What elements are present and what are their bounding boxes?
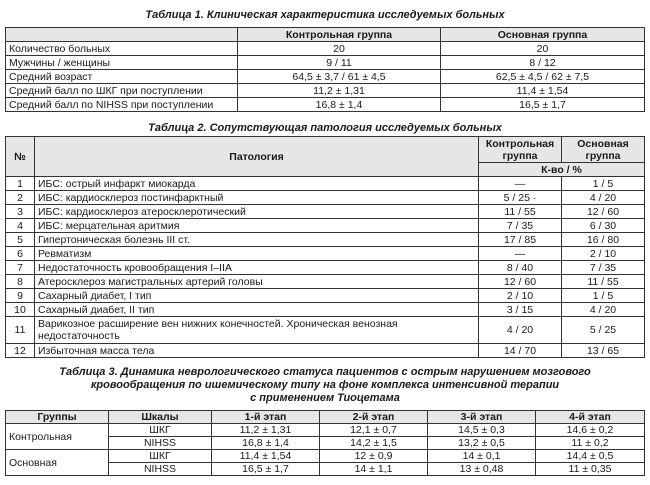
table3-header-stage-2: 2-й этап: [320, 411, 428, 424]
table2-cell-number: 9: [6, 289, 35, 303]
table2-cell-control: 8 / 40: [479, 261, 562, 275]
table2-cell-control: 4 / 20: [479, 317, 562, 344]
table-row: [6, 42, 645, 56]
table-row: [6, 205, 645, 219]
table3-cell-scale: ШКГ: [109, 424, 212, 437]
table2-cell-number: 5: [6, 233, 35, 247]
table2-cell-number: 12: [6, 344, 35, 358]
table3-group-name: Контрольная: [6, 424, 109, 450]
table1-cell-control: 9 / 11: [238, 56, 441, 70]
table-row: [6, 177, 645, 191]
table2-cell-control: 5 / 25 ·: [479, 191, 562, 205]
table2-caption: Таблица 2. Сопутствующая патология исследуемых больных: [148, 122, 502, 134]
table-row: [6, 261, 645, 275]
table2-cell-control: 17 / 85: [479, 233, 562, 247]
table3-header-stage-3: 3-й этап: [428, 411, 536, 424]
table3-cell-stage-4: 11 ± 0,35: [536, 463, 645, 476]
table2-cell-control: —: [479, 177, 562, 191]
table-row: [6, 289, 645, 303]
table1-row-label: Количество больных: [6, 42, 238, 56]
table1-row-label: Средний возраст: [6, 70, 238, 84]
table3-cell-stage-3: 13 ± 0,48: [428, 463, 536, 476]
table2-cell-main: 6 / 30: [562, 219, 645, 233]
table2-header-pathology: Патология: [35, 137, 479, 177]
table-row: [6, 344, 645, 358]
table3-cell-scale: ШКГ: [109, 450, 212, 463]
table2-cell-main: 1 / 5: [562, 177, 645, 191]
table2-cell-pathology: Сахарный диабет, II тип: [35, 303, 479, 317]
table-row: [6, 424, 645, 437]
table3-cell-stage-3: 14 ± 0,1: [428, 450, 536, 463]
table1-row-label: Средний балл по ШКГ при поступлении: [6, 84, 238, 98]
table2-cell-control: 14 / 70: [479, 344, 562, 358]
table3-cell-stage-2: 12 ± 0,9: [320, 450, 428, 463]
table-row: [6, 219, 645, 233]
table2-cell-pathology: Атеросклероз магистральных артерий головы: [35, 275, 479, 289]
table2-cell-control: 3 / 15: [479, 303, 562, 317]
table2-cell-number: 4: [6, 219, 35, 233]
table1-header-empty: [6, 28, 238, 42]
table-row: [6, 98, 645, 112]
table2-header-control: Контрольная группа: [479, 137, 562, 163]
table1-cell-control: 20: [238, 42, 441, 56]
table2-cell-pathology: ИБС: мерцательная аритмия: [35, 219, 479, 233]
table2-cell-main: 13 / 65: [562, 344, 645, 358]
table2-cell-number: 1: [6, 177, 35, 191]
table2-cell-pathology: Ревматизм: [35, 247, 479, 261]
table3-caption-line-2: кровообращения по ишемическому типу на фоне комплекса интенсивной терапии: [90, 379, 560, 391]
table2-cell-control: 12 / 60: [479, 275, 562, 289]
table3-cell-stage-4: 14,4 ± 0,5: [536, 450, 645, 463]
table2-header-unit: К-во / %: [479, 163, 645, 177]
table2-cell-number: 2: [6, 191, 35, 205]
table1-header-main: Основная группа: [441, 28, 645, 42]
table-row: [6, 70, 645, 84]
table3-cell-stage-2: 14,2 ± 1,5: [320, 437, 428, 450]
table2-cell-number: 3: [6, 205, 35, 219]
table1-row-label: Мужчины / женщины: [6, 56, 238, 70]
table2-cell-pathology: ИБС: кардиосклероз атеросклеротический: [35, 205, 479, 219]
table1-cell-main: 62,5 ± 4,5 / 62 ± 7,5: [441, 70, 645, 84]
table2-cell-pathology: Гипертоническая болезнь III ст.: [35, 233, 479, 247]
table1-cell-control: 16,8 ± 1,4: [238, 98, 441, 112]
table2-cell-number: 10: [6, 303, 35, 317]
table2-cell-pathology: ИБС: кардиосклероз постинфарктный: [35, 191, 479, 205]
table1-cell-control: 64,5 ± 3,7 / 61 ± 4,5: [238, 70, 441, 84]
table-row: [6, 317, 645, 344]
table3-cell-stage-1: 16,8 ± 1,4: [212, 437, 320, 450]
table2-cell-main: 12 / 60: [562, 205, 645, 219]
table3-header-groups: Группы: [6, 411, 109, 424]
table3-cell-scale: NIHSS: [109, 437, 212, 450]
table1-cell-main: 11,4 ± 1,54: [441, 84, 645, 98]
table1-cell-main: 8 / 12: [441, 56, 645, 70]
table3-header-scales: Шкалы: [109, 411, 212, 424]
table3-cell-stage-1: 16,5 ± 1,7: [212, 463, 320, 476]
table2-comorbidities: [5, 136, 645, 358]
table2-cell-main: 4 / 20: [562, 191, 645, 205]
table3-header-stage-4: 4-й этап: [536, 411, 645, 424]
table2-cell-pathology: Варикозное расширение вен нижних конечностей. Хроническая венозная недостаточность: [35, 317, 479, 344]
table3-cell-stage-2: 12,1 ± 0,7: [320, 424, 428, 437]
table2-cell-number: 8: [6, 275, 35, 289]
table-row: [6, 275, 645, 289]
table3-caption-line-3: с применением Тиоцетама: [250, 392, 400, 404]
table1-cell-main: 16,5 ± 1,7: [441, 98, 645, 112]
table2-cell-number: 6: [6, 247, 35, 261]
table1-cell-main: 20: [441, 42, 645, 56]
table2-cell-pathology: Сахарный диабет, I тип: [35, 289, 479, 303]
table2-cell-main: 16 / 80: [562, 233, 645, 247]
table-row: [6, 56, 645, 70]
table3-cell-stage-1: 11,4 ± 1,54: [212, 450, 320, 463]
table1-header-control: Контрольная группа: [238, 28, 441, 42]
table2-cell-number: 7: [6, 261, 35, 275]
table2-cell-control: 2 / 10: [479, 289, 562, 303]
table3-cell-stage-4: 11 ± 0,2: [536, 437, 645, 450]
table-row: [6, 233, 645, 247]
table-row: [6, 450, 645, 463]
table3-cell-stage-2: 14 ± 1,1: [320, 463, 428, 476]
table2-cell-main: 1 / 5: [562, 289, 645, 303]
table3-neurological-dynamics: [5, 410, 645, 476]
table2-cell-control: —: [479, 247, 562, 261]
table3-header-stage-1: 1-й этап: [212, 411, 320, 424]
table2-cell-pathology: ИБС: острый инфаркт миокарда: [35, 177, 479, 191]
table2-header-main: Основная группа: [562, 137, 645, 163]
table3-caption-line-1: Таблица 3. Динамика неврологического статуса пациентов с острым нарушением мозгового: [59, 366, 591, 378]
table2-cell-main: 11 / 55: [562, 275, 645, 289]
table2-cell-control: 11 / 55: [479, 205, 562, 219]
table3-cell-stage-3: 14,5 ± 0,3: [428, 424, 536, 437]
table2-cell-main: 7 / 35: [562, 261, 645, 275]
table2-cell-control: 7 / 35: [479, 219, 562, 233]
table3-cell-scale: NIHSS: [109, 463, 212, 476]
table2-cell-pathology: Недостаточность кровообращения I–IIA: [35, 261, 479, 275]
table3-cell-stage-1: 11,2 ± 1,31: [212, 424, 320, 437]
table2-cell-main: 2 / 10: [562, 247, 645, 261]
table-row: [6, 191, 645, 205]
table-row: [6, 84, 645, 98]
table2-header-number: №: [6, 137, 35, 177]
table3-group-name: Основная: [6, 450, 109, 476]
table2-cell-main: 5 / 25: [562, 317, 645, 344]
table1-clinical-characteristics: [5, 27, 645, 112]
table1-row-label: Средний балл по NIHSS при поступлении: [6, 98, 238, 112]
table1-caption: Таблица 1. Клиническая характеристика исследуемых больных: [145, 9, 505, 21]
table-row: [6, 303, 645, 317]
table-row: [6, 247, 645, 261]
table2-cell-pathology: Избыточная масса тела: [35, 344, 479, 358]
table1-cell-control: 11,2 ± 1,31: [238, 84, 441, 98]
table2-cell-number: 11: [6, 317, 35, 344]
table3-cell-stage-3: 13,2 ± 0,5: [428, 437, 536, 450]
table2-cell-main: 4 / 20: [562, 303, 645, 317]
table3-cell-stage-4: 14,6 ± 0,2: [536, 424, 645, 437]
